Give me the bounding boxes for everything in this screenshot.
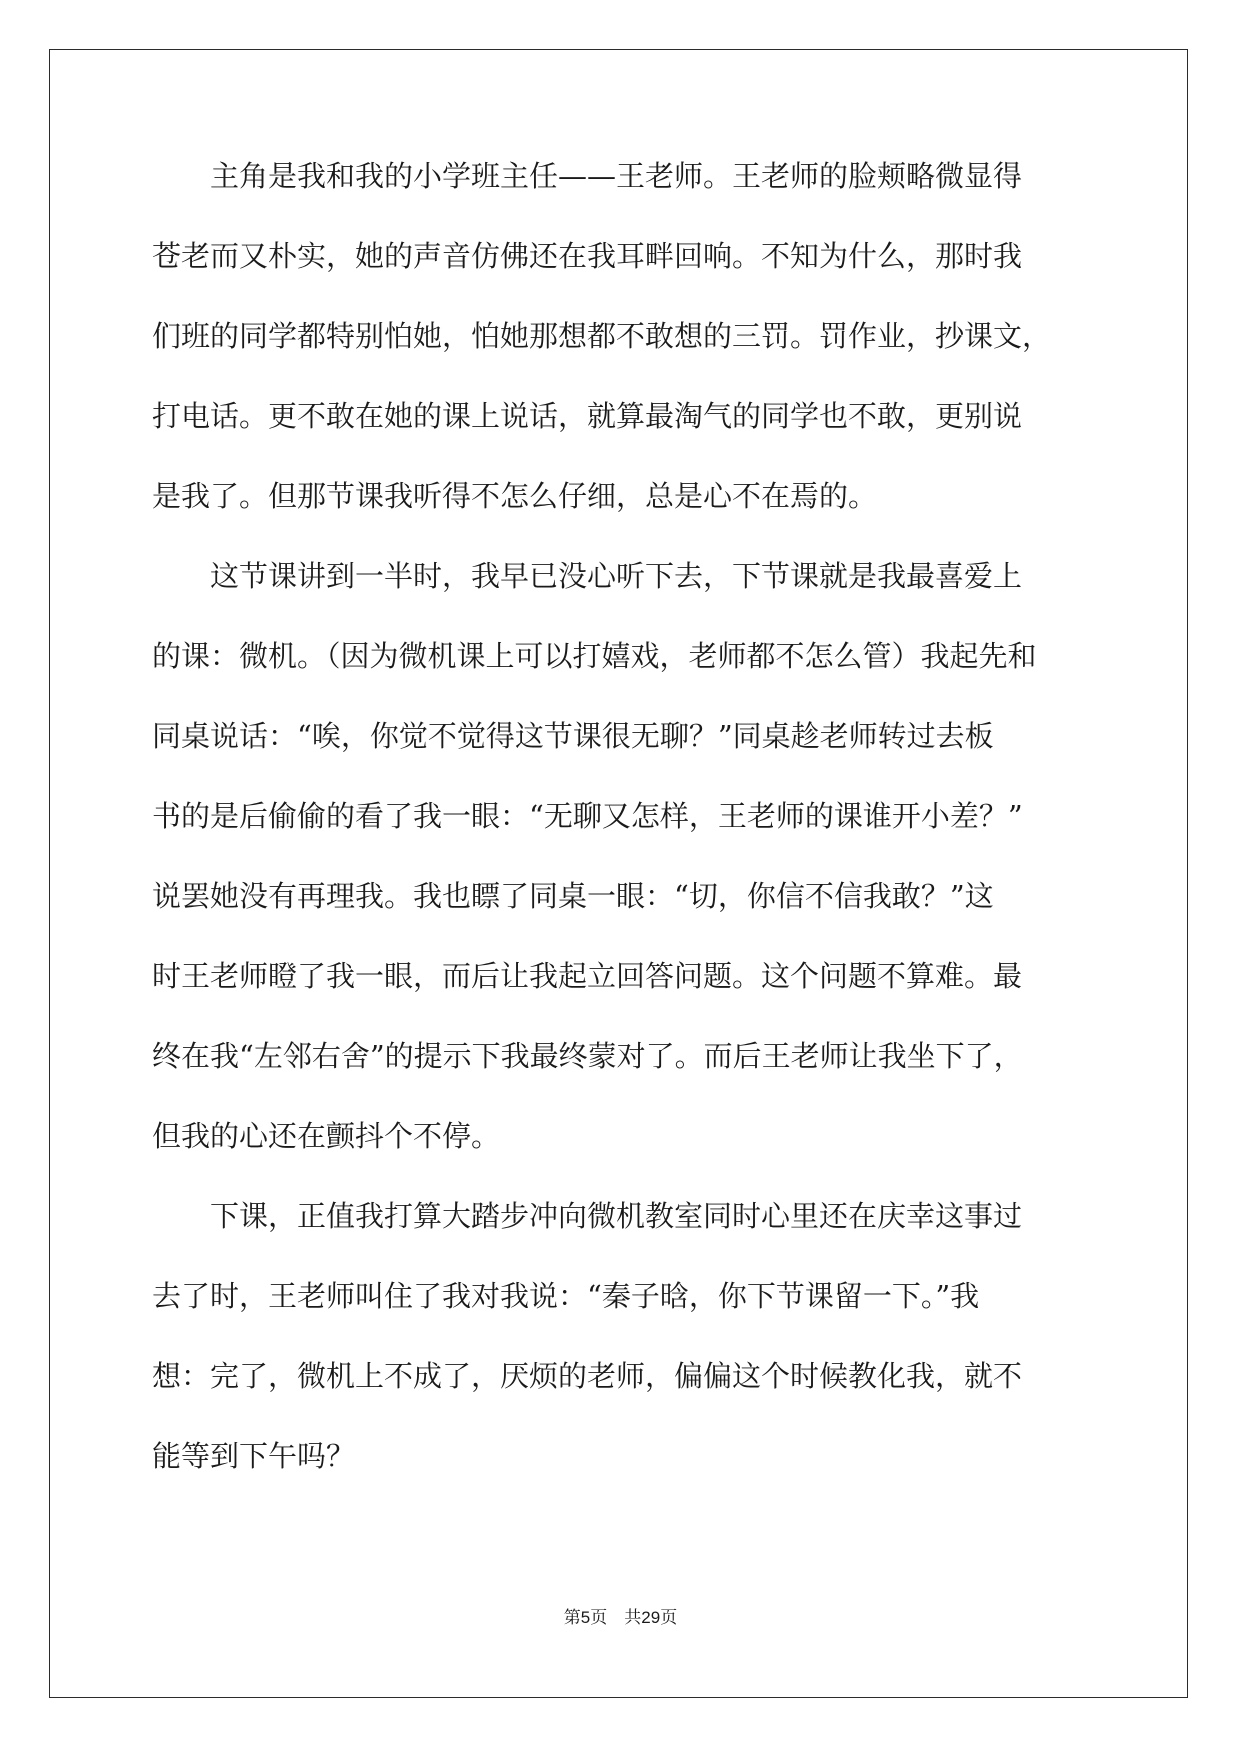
footer-prefix: 第 [563, 1608, 581, 1628]
text-line: 同桌说话：“唉，你觉不觉得这节课很无聊？”同桌趁老师转过去板 [152, 720, 994, 753]
page-footer [0, 1608, 1241, 1628]
page-number: 5 [580, 1608, 591, 1627]
text-line: 说罢她没有再理我。我也瞟了同桌一眼：“切，你信不信我敢？”这 [152, 880, 994, 913]
footer-suffix: 页 [660, 1608, 678, 1628]
text-line: 能等到下午吗？ [152, 1440, 356, 1473]
text-line: 这节课讲到一半时，我早已没心听下去，下节课就是我最喜爱上 [152, 560, 1023, 593]
text-line: 是我了。但那节课我听得不怎么仔细，总是心不在焉的。 [152, 480, 878, 513]
text-line: 想：完了，微机上不成了，厌烦的老师，偏偏这个时候教化我，就不 [152, 1360, 1023, 1393]
text-line: 下课，正值我打算大踏步冲向微机教室同时心里还在庆幸这事过 [152, 1200, 1023, 1233]
text-line: 时王老师瞪了我一眼，而后让我起立回答问题。这个问题不算难。最 [152, 960, 1023, 993]
text-line: 苍老而又朴实，她的声音仿佛还在我耳畔回响。不知为什么，那时我 [152, 240, 1023, 273]
page-total: 29 [641, 1608, 661, 1627]
text-line: 打电话。更不敢在她的课上说话，就算最淘气的同学也不敢，更别说 [152, 400, 1023, 433]
document-body [152, 160, 1092, 1520]
footer-middle: 页 共 [590, 1608, 642, 1628]
text-line: 主角是我和我的小学班主任——王老师。王老师的脸颊略微显得 [152, 160, 1023, 193]
text-line: 们班的同学都特别怕她，怕她那想都不敢想的三罚。罚作业，抄课文， [152, 320, 1052, 353]
text-line: 的课：微机。（因为微机课上可以打嬉戏，老师都不怎么管）我起先和 [152, 640, 1037, 673]
text-line: 去了时，王老师叫住了我对我说：“秦子晗，你下节课留一下。”我 [152, 1280, 980, 1313]
text-line: 但我的心还在颤抖个不停。 [152, 1120, 501, 1153]
text-line: 书的是后偷偷的看了我一眼：“无聊又怎样，王老师的课谁开小差？” [152, 800, 1023, 833]
text-line: 终在我“左邻右舍”的提示下我最终蒙对了。而后王老师让我坐下了， [152, 1040, 1023, 1073]
